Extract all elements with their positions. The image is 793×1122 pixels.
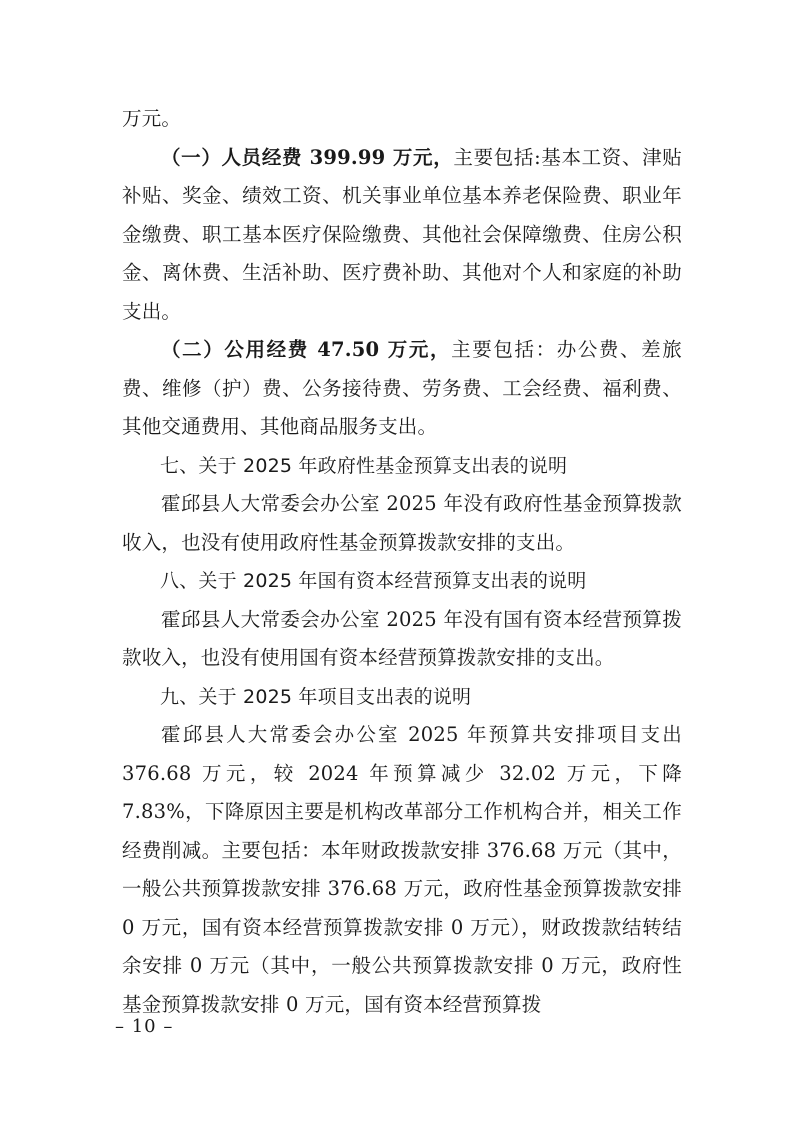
paragraph-continuation: 万元。 — [122, 107, 182, 130]
document-body — [122, 100, 682, 1024]
paragraph-section-7: 霍邱县人大常委会办公室 2025 年没有政府性基金预算拨款收入，也没有使用政府性基金预算拨款安排的支出。 — [122, 492, 682, 554]
paragraph-public-expenses — [122, 331, 682, 447]
paragraph-personnel-expenses — [122, 139, 682, 332]
paragraph-section-9: 霍邱县人大常委会办公室 2025 年预算共安排项目支出 376.68 万元，较 2024 年预算减少 32.02 万元，下降 7.83%，下降原因主要是机构改革部分工作机构合并，相关工作经费削减。主要包括：本年财政拨款安排 376.68 万元（其中，一般公共预算拨款安排 376.68 万元，政府性基金预算拨款安排 0 万元，国有资本经营预算拨款安排 0 万元），财政拨款结转结余安排 0 万元（其中，一般公共预算拨款安排 0 万元，政府性基金预算拨款安排 0 万元，国有资本经营预算拨 — [122, 723, 682, 1016]
personnel-expenses-text: 主要包括:基本工资、津贴补贴、奖金、绩效工资、机关事业单位基本养老保险费、职业年金缴费、职工基本医疗保险缴费、其他社会保障缴费、住房公积金、离休费、生活补助、医疗费补助、其他对个人和家庭的补助支出。 — [122, 145, 682, 323]
public-expenses-heading: （二）公用经费 47.50 万元， — [161, 338, 452, 361]
personnel-expenses-heading: （一）人员经费 399.99 万元， — [161, 145, 454, 169]
page-number: – 10 – — [115, 1016, 174, 1037]
paragraph-section-8: 霍邱县人大常委会办公室 2025 年没有国有资本经营预算拨款收入，也没有使用国有资本经营预算拨款安排的支出。 — [122, 607, 682, 669]
section-heading-9: 九、关于 2025 年项目支出表的说明 — [160, 685, 472, 708]
section-heading-7: 七、关于 2025 年政府性基金预算支出表的说明 — [160, 454, 568, 477]
section-heading-8: 八、关于 2025 年国有资本经营预算支出表的说明 — [160, 570, 587, 592]
public-expenses-text: 主要包括：办公费、差旅费、维修（护）费、公务接待费、劳务费、工会经费、福利费、其他交通费用、其他商品服务支出。 — [122, 338, 682, 438]
